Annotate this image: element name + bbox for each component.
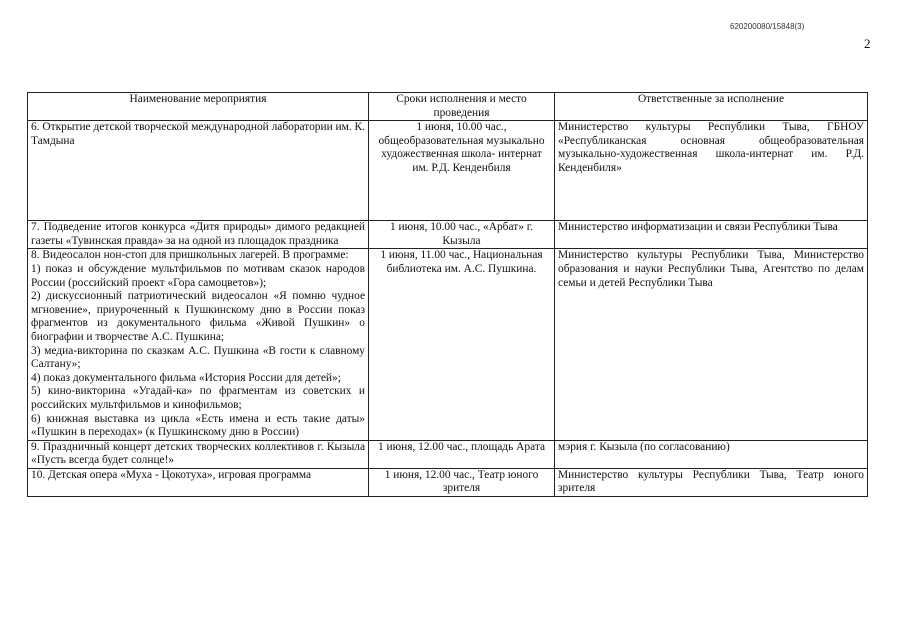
page-number: 2 (864, 36, 871, 51)
table-row (28, 221, 868, 249)
event-when-where: 1 июня, 11.00 час., Национальная библиотека им. А.С. Пушкина. (369, 249, 555, 440)
event-name: 6. Открытие детской творческой международной лаборатории им. К. Тамдына (28, 121, 369, 221)
header-responsible: Ответственные за исполнение (555, 93, 868, 121)
table-header-row (28, 93, 868, 121)
program-line: 8. Видеосалон нон-стоп для пришкольных лагерей. В программе: (31, 249, 349, 262)
table-row (28, 249, 868, 440)
event-name (28, 249, 369, 440)
program-line: 1) показ и обсуждение мультфильмов по мотивам сказок народов России (российский проект «Гора самоцветов»); (31, 262, 365, 289)
program-line: 3) медиа-викторина по сказкам А.С. Пушкина «В гости к славному Салтану»; (31, 344, 365, 371)
event-responsible: Министерство культуры Республики Тыва, ГБНОУ «Республиканская основная общеобразовательная музыкально-художественная школа-интернат им. Р.Д. Кенденбиля» (555, 121, 868, 221)
program-line: 5) кино-викторина «Угадай-ка» по фрагментам из советских и российских мультфильмов и кинофильмов; (31, 385, 365, 411)
program-line: 2) дискуссионный патриотический видеосалон «Я помню чудное мгновение», приуроченный к Пушкинскому дню в России показ фрагментов из документального фильма «Живой Пушкин» о биографии и творчестве А.С. Пушкина; (31, 290, 365, 343)
event-name: 9. Праздничный концерт детских творческих коллективов г. Кызыла «Пусть всегда будет солнце!» (28, 440, 369, 468)
event-responsible: Министерство культуры Республики Тыва, Министерство образования и науки Республики Тыва, Агентство по делам семьи и детей Республики Тыва (555, 249, 868, 440)
header-event-name: Наименование мероприятия (28, 93, 369, 121)
table-row (28, 440, 868, 468)
event-responsible: Министерство информатизации и связи Республики Тыва (555, 221, 868, 249)
table-row (28, 121, 868, 221)
event-when-where: 1 июня, 12.00 час., Театр юного зрителя (369, 468, 555, 496)
event-when-where: 1 июня, 10.00 час., «Арбат» г. Кызыла (369, 221, 555, 249)
event-responsible: Министерство культуры Республики Тыва, Театр юного зрителя (555, 468, 868, 496)
event-name: 7. Подведение итогов конкурса «Дитя природы» димого редакцией газеты «Тувинская правда» за на одной из площадок праздника (28, 221, 369, 249)
table-row (28, 468, 868, 496)
events-table (27, 92, 868, 497)
event-when-where: 1 июня, 12.00 час., площадь Арата (369, 440, 555, 468)
document-code: 620200080/15848(3) (730, 22, 805, 31)
event-name: 10. Детская опера «Муха - Цокотуха», игровая программа (28, 468, 369, 496)
program-line: 6) книжная выставка из цикла «Есть имена и есть такие даты» «Пушкин в переходах» (к Пушкинскому дню в России) (31, 412, 365, 439)
event-responsible: мэрия г. Кызыла (по согласованию) (555, 440, 868, 468)
header-dates-place: Сроки исполнения и место проведения (369, 93, 555, 121)
program-line: 4) показ документального фильма «История России для детей»; (31, 371, 341, 384)
event-when-where: 1 июня, 10.00 час., общеобразовательная музыкально художественная школа- интернат им. Р.Д. Кенденбиля (369, 121, 555, 221)
